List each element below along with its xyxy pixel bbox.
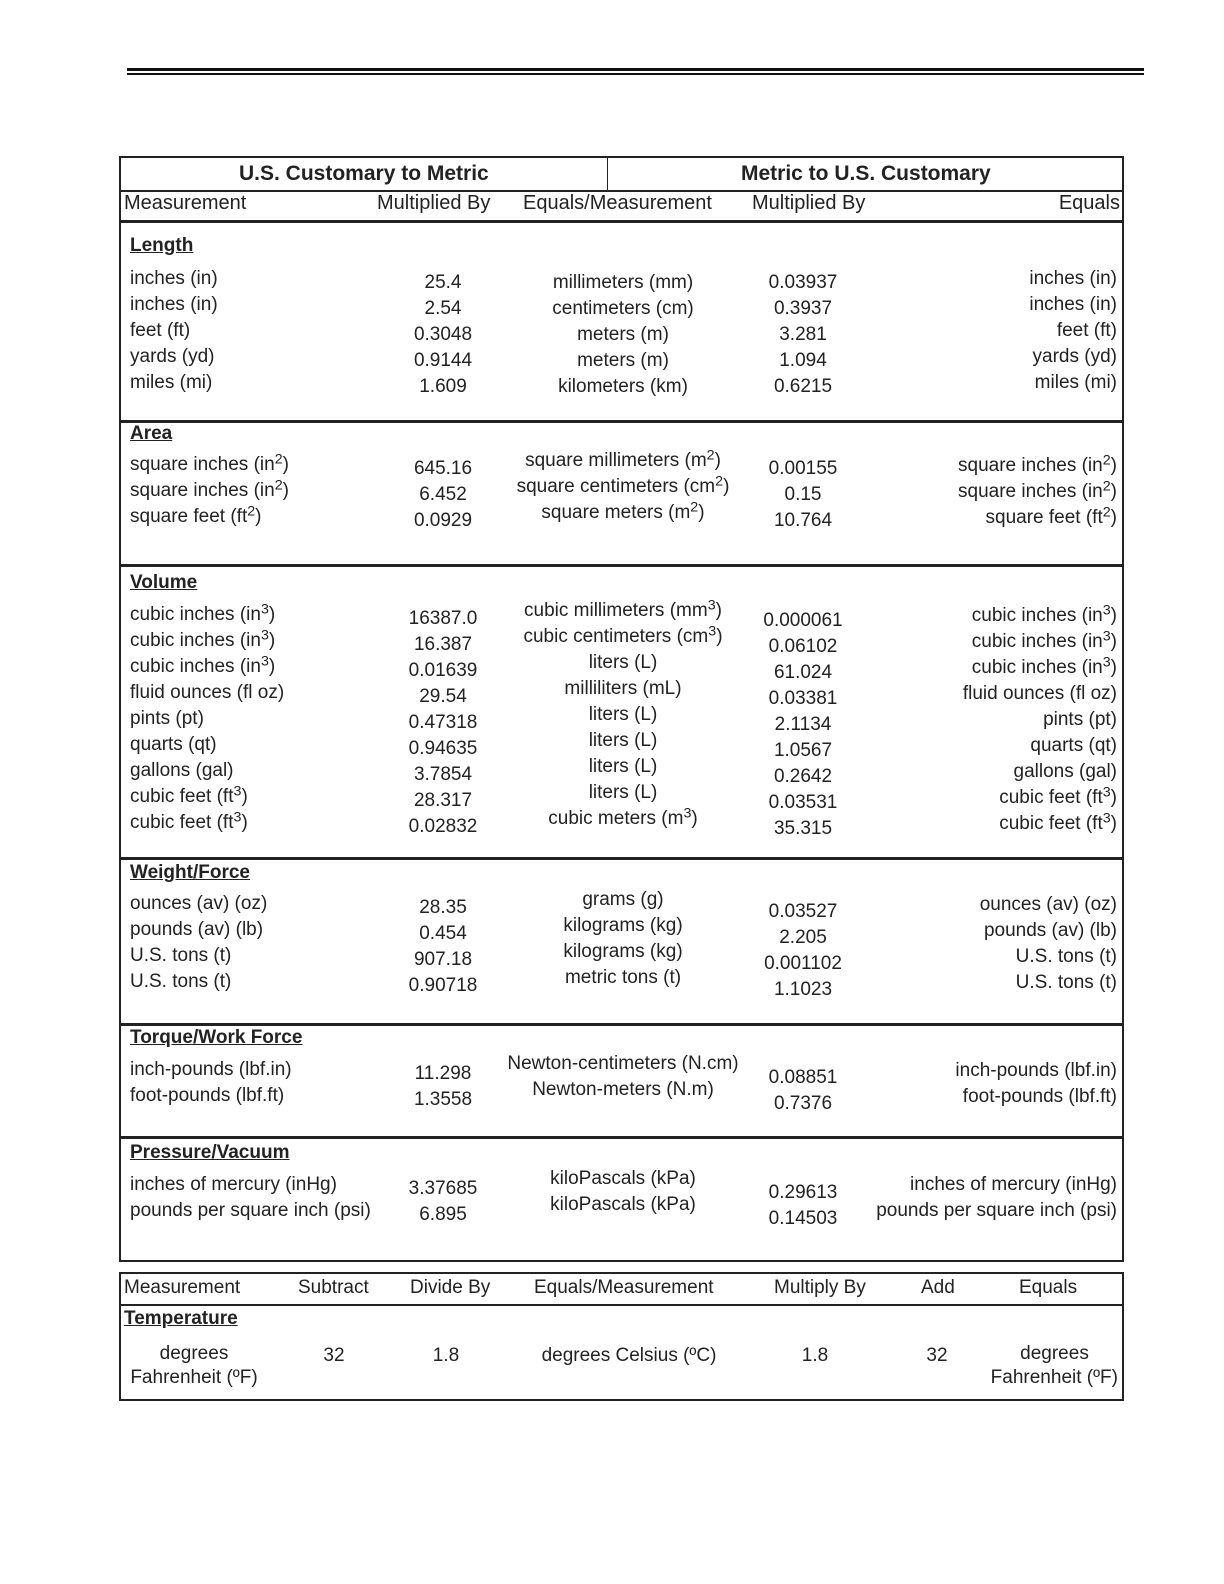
factor-column — [383, 895, 503, 999]
col-measurement: Measurement — [124, 192, 247, 214]
conversion-table — [119, 156, 1124, 1262]
section-length — [121, 223, 1122, 423]
factor-cell: 16387.0 — [408, 608, 478, 629]
equals-cell: square feet $(ft^2)$ — [985, 504, 1117, 528]
reverse-factor-cell: 1.1023 — [773, 979, 833, 1000]
equals-measurement-cell: Newton-centimeters (N.cm) — [507, 1053, 739, 1074]
temp-add-value: 32 — [926, 1345, 948, 1366]
equals-cell: cubic feet $(ft^3)$ — [999, 810, 1117, 834]
measurement-cell: ounces (av) (oz) — [130, 893, 268, 914]
equals-measurement-cell: kiloPascals (kPa) — [550, 1194, 696, 1215]
equals-cell: square inches $(in^2)$ — [958, 452, 1117, 476]
reverse-factor-column — [743, 456, 863, 534]
reverse-factor-cell: 1.0567 — [773, 740, 833, 761]
factor-cell: 28.317 — [413, 790, 473, 811]
reverse-factor-cell: 61.024 — [773, 662, 833, 683]
section-title: Area — [130, 423, 173, 444]
equals-measurement-column — [493, 887, 753, 991]
right-title: Metric to U.S. Customary — [741, 162, 991, 185]
reverse-factor-cell: 0.00155 — [768, 458, 838, 479]
factor-cell: 0.0929 — [413, 510, 473, 531]
factor-cell: 0.9144 — [413, 350, 473, 371]
temp-divide-by-value: 1.8 — [432, 1345, 460, 1366]
equals-column — [980, 892, 1117, 996]
factor-cell: 6.452 — [419, 484, 467, 505]
factor-cell: 1.3558 — [413, 1089, 473, 1110]
reverse-factor-column — [743, 1065, 863, 1117]
temp-col-subtract: Subtract — [298, 1277, 369, 1298]
equals-cell: inch-pounds (lbf.in) — [955, 1060, 1117, 1081]
reverse-factor-cell: 0.15 — [784, 484, 822, 505]
measurement-cell: foot-pounds (lbf.ft) — [130, 1085, 285, 1106]
equals-cell: gallons (gal) — [1013, 761, 1117, 782]
equals-measurement-cell: cubic centimeters $(cm^3)$ — [523, 623, 723, 647]
equals-measurement-column — [493, 1166, 753, 1218]
equals-measurement-column — [493, 448, 753, 526]
equals-cell: pounds per square inch (psi) — [876, 1200, 1117, 1221]
equals-measurement-column — [493, 1051, 753, 1103]
equals-measurement-cell: meters (m) — [577, 324, 669, 345]
reverse-factor-cell: 0.03527 — [768, 901, 838, 922]
temp-col-equals-measurement: Equals/Measurement — [534, 1277, 714, 1298]
equals-measurement-cell: millimeters (mm) — [552, 272, 694, 293]
reverse-factor-cell: 0.03531 — [768, 792, 838, 813]
section-weight-force — [121, 857, 1122, 1026]
equals-cell: inches (in) — [1029, 294, 1117, 315]
equals-measurement-column — [493, 598, 753, 832]
measurement-cell: U.S. tons (t) — [130, 945, 232, 966]
measurement-cell: yards (yd) — [130, 346, 215, 367]
equals-measurement-cell: milliliters (mL) — [564, 678, 682, 699]
reverse-factor-cell: 0.001102 — [764, 953, 842, 974]
reverse-factor-cell: 0.000061 — [763, 610, 843, 631]
section-pressure-vacuum — [121, 1136, 1122, 1256]
measurement-column — [130, 891, 267, 995]
equals-cell: square inches $(in^2)$ — [958, 478, 1117, 502]
reverse-factor-cell: 3.281 — [779, 324, 827, 345]
measurement-cell: square inches $(in^2)$ — [130, 477, 289, 501]
factor-cell: 0.90718 — [408, 975, 478, 996]
equals-cell: inches (in) — [1029, 268, 1117, 289]
measurement-cell: inches (in) — [130, 294, 218, 315]
reverse-factor-cell: 0.2642 — [773, 766, 833, 787]
measurement-cell: miles (mi) — [130, 372, 213, 393]
measurement-column — [130, 452, 289, 530]
column-headers — [121, 190, 1122, 223]
equals-cell: U.S. tons (t) — [1015, 972, 1117, 993]
section-area — [121, 420, 1122, 567]
factor-cell: 25.4 — [424, 272, 462, 293]
factor-cell: 907.18 — [413, 949, 473, 970]
factor-cell: 0.454 — [419, 923, 467, 944]
factor-cell: 645.16 — [413, 458, 473, 479]
reverse-factor-cell: 0.03381 — [768, 688, 838, 709]
equals-column — [1029, 266, 1117, 396]
equals-measurement-cell: square centimeters $(cm^2)$ — [516, 473, 730, 497]
temp-multiply-by-value: 1.8 — [801, 1345, 829, 1366]
reverse-factor-cell: 35.315 — [773, 818, 833, 839]
equals-cell: fluid ounces (fl oz) — [962, 683, 1117, 704]
equals-measurement-column — [493, 270, 753, 400]
equals-measurement-cell: kilograms (kg) — [563, 941, 683, 962]
factor-cell: 0.01639 — [408, 660, 478, 681]
reverse-factor-column — [743, 1180, 863, 1232]
measurement-cell: pints (pt) — [130, 708, 204, 729]
equals-cell: cubic feet $(ft^3)$ — [999, 784, 1117, 808]
reverse-factor-cell: 0.06102 — [768, 636, 838, 657]
table-header — [121, 158, 1122, 192]
equals-column — [958, 453, 1117, 531]
factor-cell: 0.3048 — [413, 324, 473, 345]
reverse-factor-cell: 0.6215 — [773, 376, 833, 397]
col-multiplied-by-2: Multiplied By — [752, 192, 866, 214]
equals-column — [955, 1058, 1117, 1110]
section-volume — [121, 564, 1122, 860]
equals-measurement-cell: square millimeters $(m^2)$ — [525, 447, 721, 471]
reverse-factor-cell: 0.3937 — [773, 298, 833, 319]
equals-cell: cubic inches $(in^3)$ — [971, 628, 1117, 652]
factor-column — [383, 456, 503, 534]
section-title: Torque/Work Force — [130, 1027, 303, 1048]
temp-measurement: degrees Fahrenheit (ºF) — [130, 1343, 258, 1388]
equals-cell: ounces (av) (oz) — [979, 894, 1117, 915]
measurement-cell: pounds (av) (lb) — [130, 919, 264, 940]
equals-cell: quarts (qt) — [1030, 735, 1117, 756]
factor-cell: 29.54 — [419, 686, 467, 707]
section-title: Pressure/Vacuum — [130, 1142, 290, 1163]
col-equals-measurement: Equals/Measurement — [523, 192, 712, 214]
factor-cell: 6.895 — [419, 1204, 467, 1225]
factor-cell: 3.7854 — [413, 764, 473, 785]
section-title: Volume — [130, 572, 198, 593]
equals-measurement-cell: liters (L) — [588, 652, 658, 673]
top-rule — [127, 68, 1144, 71]
factor-cell: 1.609 — [419, 376, 467, 397]
equals-measurement-cell: liters (L) — [588, 782, 658, 803]
reverse-factor-column — [743, 899, 863, 1003]
factor-column — [383, 1176, 503, 1228]
temperature-header — [121, 1274, 1122, 1306]
top-rule-thin — [127, 73, 1144, 75]
equals-measurement-cell: cubic meters $(m^3)$ — [548, 805, 698, 829]
equals-measurement-cell: centimeters (cm) — [552, 298, 694, 319]
reverse-factor-cell: 0.08851 — [768, 1067, 838, 1088]
measurement-cell: cubic feet $(ft^3)$ — [130, 783, 248, 807]
equals-column — [963, 603, 1117, 837]
reverse-factor-cell: 1.094 — [779, 350, 827, 371]
temp-col-add: Add — [921, 1277, 955, 1298]
equals-cell: pounds (av) (lb) — [983, 920, 1117, 941]
equals-cell: feet (ft) — [1056, 320, 1117, 341]
equals-measurement-cell: liters (L) — [588, 756, 658, 777]
measurement-cell: quarts (qt) — [130, 734, 217, 755]
measurement-cell: gallons (gal) — [130, 760, 234, 781]
reverse-factor-cell: 0.14503 — [768, 1208, 838, 1229]
factor-cell: 3.37685 — [408, 1178, 478, 1199]
reverse-factor-cell: 2.205 — [779, 927, 827, 948]
factor-cell: 0.94635 — [408, 738, 478, 759]
equals-column — [876, 1172, 1117, 1224]
factor-column — [383, 1061, 503, 1113]
temp-col-measurement: Measurement — [124, 1277, 241, 1298]
measurement-cell: cubic feet $(ft^3)$ — [130, 809, 248, 833]
reverse-factor-cell: 10.764 — [773, 510, 833, 531]
temp-col-divide-by: Divide By — [410, 1277, 491, 1298]
measurement-cell: feet (ft) — [130, 320, 191, 341]
measurement-column — [130, 602, 284, 836]
measurement-column — [130, 266, 218, 396]
factor-column — [383, 270, 503, 400]
col-multiplied-by: Multiplied By — [377, 192, 491, 214]
factor-cell: 28.35 — [419, 897, 467, 918]
reverse-factor-column — [743, 270, 863, 400]
measurement-cell: inch-pounds (lbf.in) — [130, 1059, 292, 1080]
equals-cell: yards (yd) — [1032, 346, 1117, 367]
header-divider — [607, 158, 608, 190]
reverse-factor-cell: 0.03937 — [768, 272, 838, 293]
measurement-cell: inches (in) — [130, 268, 218, 289]
measurement-cell: U.S. tons (t) — [130, 971, 232, 992]
equals-measurement-cell: square meters $(m^2)$ — [541, 499, 705, 523]
equals-measurement-cell: kiloPascals (kPa) — [550, 1168, 696, 1189]
temp-col-multiply-by: Multiply By — [774, 1277, 866, 1298]
measurement-column — [130, 1172, 371, 1224]
section-torque-work-force — [121, 1023, 1122, 1139]
reverse-factor-cell: 0.7376 — [773, 1093, 833, 1114]
reverse-factor-cell: 0.29613 — [768, 1182, 838, 1203]
equals-measurement-cell: metric tons (t) — [564, 967, 682, 988]
temp-col-equals: Equals — [1019, 1277, 1078, 1298]
measurement-column — [130, 1057, 292, 1109]
col-equals: Equals — [1058, 192, 1120, 214]
equals-cell: cubic inches $(in^3)$ — [971, 602, 1117, 626]
reverse-factor-column — [743, 608, 863, 842]
equals-measurement-cell: grams (g) — [582, 889, 664, 910]
measurement-cell: inches of mercury (inHg) — [130, 1174, 337, 1195]
equals-cell: U.S. tons (t) — [1015, 946, 1117, 967]
temp-subtract-value: 32 — [323, 1345, 345, 1366]
factor-cell: 2.54 — [424, 298, 462, 319]
equals-cell: pints (pt) — [1043, 709, 1117, 730]
equals-measurement-cell: kilograms (kg) — [563, 915, 683, 936]
left-title: U.S. Customary to Metric — [239, 162, 489, 185]
measurement-cell: square inches $(in^2)$ — [130, 451, 289, 475]
factor-cell: 11.298 — [414, 1063, 472, 1084]
temp-equals-value: degrees Fahrenheit (ºF) — [990, 1343, 1118, 1388]
measurement-cell: square feet $(ft^2)$ — [130, 503, 262, 527]
measurement-cell: cubic inches $(in^3)$ — [130, 601, 276, 625]
section-title: Length — [130, 235, 194, 256]
equals-measurement-cell: kilometers (km) — [558, 376, 688, 397]
temp-equals-measurement-value: degrees Celsius (ºC) — [541, 1345, 717, 1366]
factor-column — [383, 606, 503, 840]
factor-cell: 0.02832 — [408, 816, 478, 837]
equals-cell: inches of mercury (inHg) — [910, 1174, 1117, 1195]
measurement-cell: cubic inches $(in^3)$ — [130, 627, 276, 651]
equals-cell: cubic inches $(in^3)$ — [971, 654, 1117, 678]
section-title: Weight/Force — [130, 862, 250, 883]
section-title-temperature: Temperature — [124, 1308, 238, 1329]
measurement-cell: fluid ounces (fl oz) — [130, 682, 285, 703]
reverse-factor-cell: 2.1134 — [774, 714, 832, 735]
equals-measurement-cell: liters (L) — [588, 730, 658, 751]
equals-measurement-cell: meters (m) — [577, 350, 669, 371]
factor-cell: 16.387 — [413, 634, 473, 655]
equals-cell: foot-pounds (lbf.ft) — [962, 1086, 1117, 1107]
measurement-cell: cubic inches $(in^3)$ — [130, 653, 276, 677]
factor-cell: 0.47318 — [408, 712, 478, 733]
equals-measurement-cell: liters (L) — [588, 704, 658, 725]
equals-cell: miles (mi) — [1034, 372, 1117, 393]
temperature-table — [119, 1272, 1124, 1401]
equals-measurement-cell: Newton-meters (N.m) — [532, 1079, 714, 1100]
equals-measurement-cell: cubic millimeters $(mm^3)$ — [524, 597, 722, 621]
measurement-cell: pounds per square inch (psi) — [130, 1200, 371, 1221]
